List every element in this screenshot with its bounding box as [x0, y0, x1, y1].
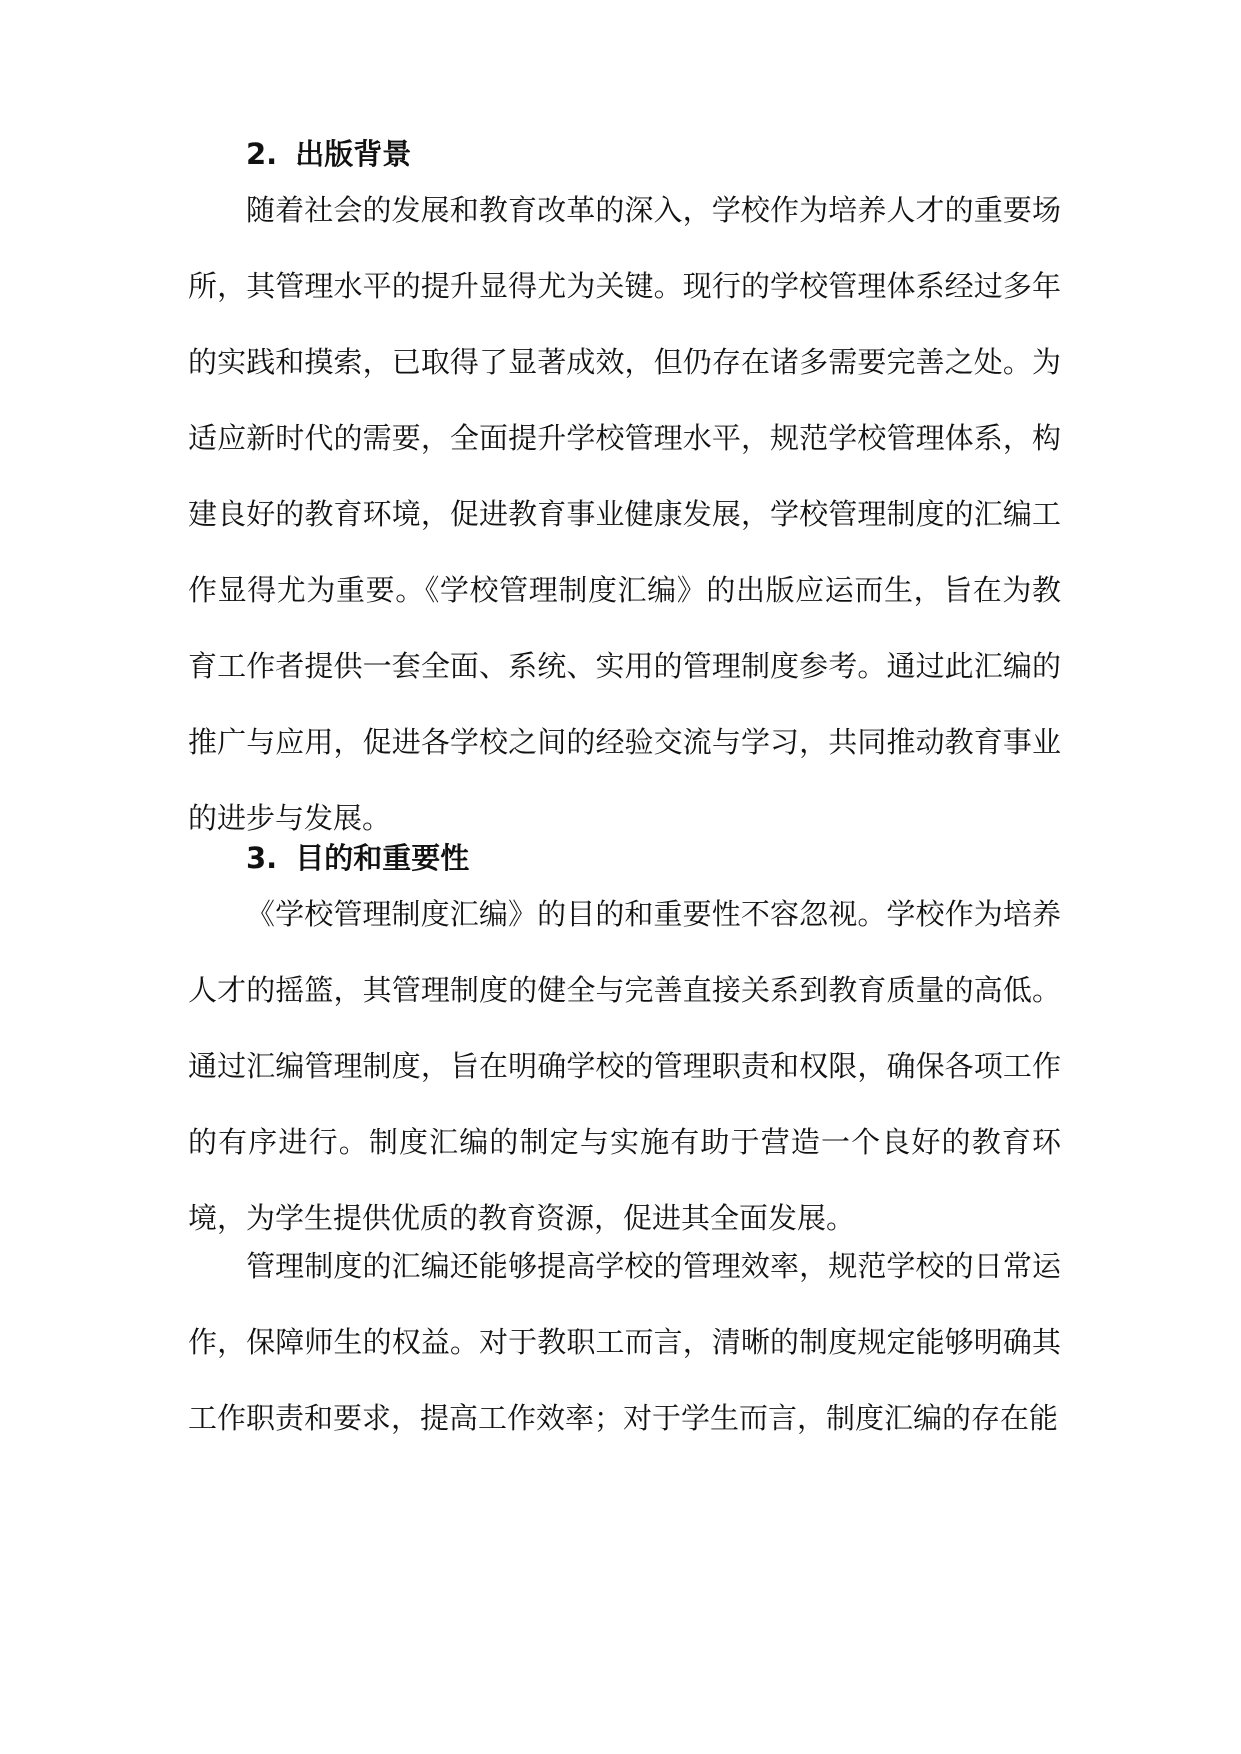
section-title: 目的和重要性: [295, 841, 470, 875]
section-heading-purpose-importance: [246, 838, 469, 878]
paragraph-purpose-importance-2: 管理制度的汇编还能够提高学校的管理效率，规范学校的日常运作，保障师生的权益。对于教职工而言，清晰的制度规定能够明确其工作职责和要求，提高工作效率；对于学生而言，制度汇编的存在能: [188, 1249, 1061, 1435]
paragraph-publication-background: 随着社会的发展和教育改革的深入，学校作为培养人才的重要场所，其管理水平的提升显得尤为关键。现行的学校管理体系经过多年的实践和摸索，已取得了显著成效，但仍存在诸多需要完善之处。为适应新时代的需要，全面提升学校管理水平，规范学校管理体系，构建良好的教育环境，促进教育事业健康发展，学校管理制度的汇编工作显得尤为重要。《学校管理制度汇编》的出版应运而生，旨在为教育工作者提供一套全面、系统、实用的管理制度参考。通过此汇编的推广与应用，促进各学校之间的经验交流与学习，共同推动教育事业的进步与发展。: [188, 193, 1061, 835]
section-title: 出版背景: [295, 137, 412, 171]
section-number: 3.: [246, 841, 278, 875]
section-heading-publication-background: [246, 134, 411, 174]
section-number: 2.: [246, 137, 278, 171]
paragraph-purpose-importance-1: 《学校管理制度汇编》的目的和重要性不容忽视。学校作为培养人才的摇篮，其管理制度的健全与完善直接关系到教育质量的高低。通过汇编管理制度，旨在明确学校的管理职责和权限，确保各项工作的有序进行。制度汇编的制定与实施有助于营造一个良好的教育环境，为学生提供优质的教育资源，促进其全面发展。: [188, 897, 1061, 1235]
